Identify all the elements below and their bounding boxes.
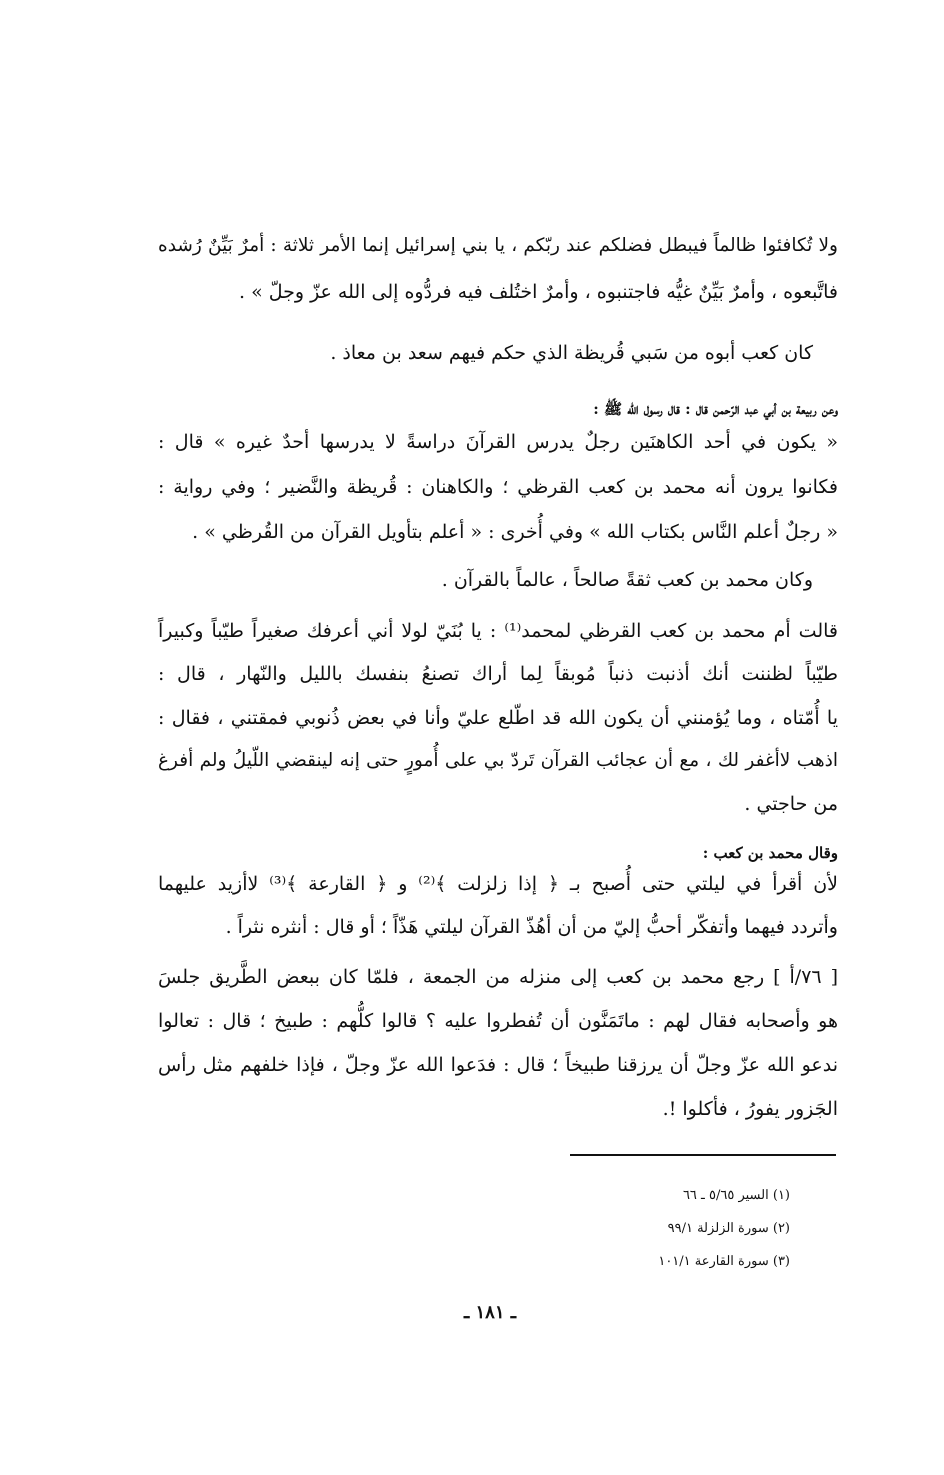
text-line: قالت أم محمد بن كعب القرظي لمحمد⁽¹⁾ : يا بُنَيّ لولا أني أعرفك صغيراً طيّباً وكبيراً	[158, 620, 838, 642]
text-line: يا أُمّتاه ، وما يُؤمنني أن يكون الله قد اطّلع عليّ وأنا في بعض ذُنوبي فمقتني ، فقال :	[158, 707, 838, 729]
text-line: ندعو الله عزّ وجلّ أن يرزقنا طبيخاً ؛ قال : فدَعوا الله عزّ وجلّ ، فإذا خلفهم مثل رأس	[158, 1054, 838, 1076]
text-line: « رجلٌ أعلم النَّاس بكتاب الله » وفي أُخرى : « أعلم بتأويل القرآن من القُرظي » .	[192, 521, 838, 543]
section-heading: وعن ربيعة بن أبي عبد الرّحمن قال : قال رسول الله ﷺ :	[593, 400, 838, 418]
text-line: وكان محمد بن كعب ثقةً صالحاً ، عالماً بالقرآن .	[441, 569, 813, 591]
footnote: (١) السير ٥/٦٥ ـ ٦٦	[682, 1188, 790, 1203]
text-line: طيّباً لظننت أنك أذنبت ذنباً مُوبقاً لِما أراك تصنعُ بنفسك بالليل والنّهار ، قال :	[158, 663, 838, 685]
text-line: وأتردد فيهما وأتفكّر أحبُّ إليّ من أن أهُذّ القرآن ليلتي هَذّاً ؛ أو قال : أنثره نثراً .	[225, 916, 838, 938]
footnote-separator	[570, 1154, 836, 1156]
text-line: [ ٧٦/أ ] رجع محمد بن كعب إلى منزله من الجمعة ، فلمّا كان ببعض الطَّريق جلسَ	[158, 966, 838, 988]
text-line: هو وأصحابه فقال لهم : ماتَمَنَّون أن تُفطروا عليه ؟ قالوا كلُّهم : طبيخ ؛ قال : تعالوا	[158, 1010, 838, 1032]
text-line: كان كعب أبوه من سَبي قُريظة الذي حكم فيهم سعد بن معاذ .	[330, 342, 813, 364]
text-line: فكانوا يرون أنه محمد بن كعب القرظي ؛ والكاهنان : قُريظة والنَّضير ؛ وفي رواية :	[158, 476, 838, 498]
page-number: ـ ١٨١ ـ	[463, 1302, 517, 1323]
footnote: (٣) سورة القارعة ١٠١/١	[658, 1254, 790, 1269]
text-line: من حاجتي .	[744, 793, 838, 815]
text-line: فاتَّبعوه ، وأمرٌ بَيِّنٌ غيُّه فاجتنبوه ، وأمرٌ اختُلف فيه فردُّوه إلى الله عزّ وجلّ » .	[238, 281, 838, 303]
footnote: (٢) سورة الزلزلة ٩٩/١	[667, 1221, 790, 1236]
text-line: ولا تُكافئوا ظالماً فيبطل فضلكم عند ربّكم ، يا بني إسرائيل إنما الأمر ثلاثة : أمرٌ بَيِّنٌ رُشده	[158, 235, 838, 256]
text-line: « يكون في أحد الكاهنَين رجلٌ يدرس القرآنَ دراسةً لا يدرسها أحدٌ غيره » قال :	[158, 431, 838, 453]
text-line: اذهب لاأغفر لك ، مع أن عجائب القرآن تَردّ بي على أُمورٍ حتى إنه لينقضي اللّيلُ ولم أفرغ	[158, 750, 838, 771]
text-line: الجَزور يفورُ ، فأكلوا !.	[662, 1098, 838, 1120]
text-line: لأن أقرأ في ليلتي حتى أُصبح بـ ﴿ إذا زلزلت ﴾⁽²⁾ و ﴿ القارعة ﴾⁽³⁾ لاأزيد عليهما	[158, 873, 838, 895]
section-heading: وقال محمد بن كعب :	[702, 844, 838, 862]
